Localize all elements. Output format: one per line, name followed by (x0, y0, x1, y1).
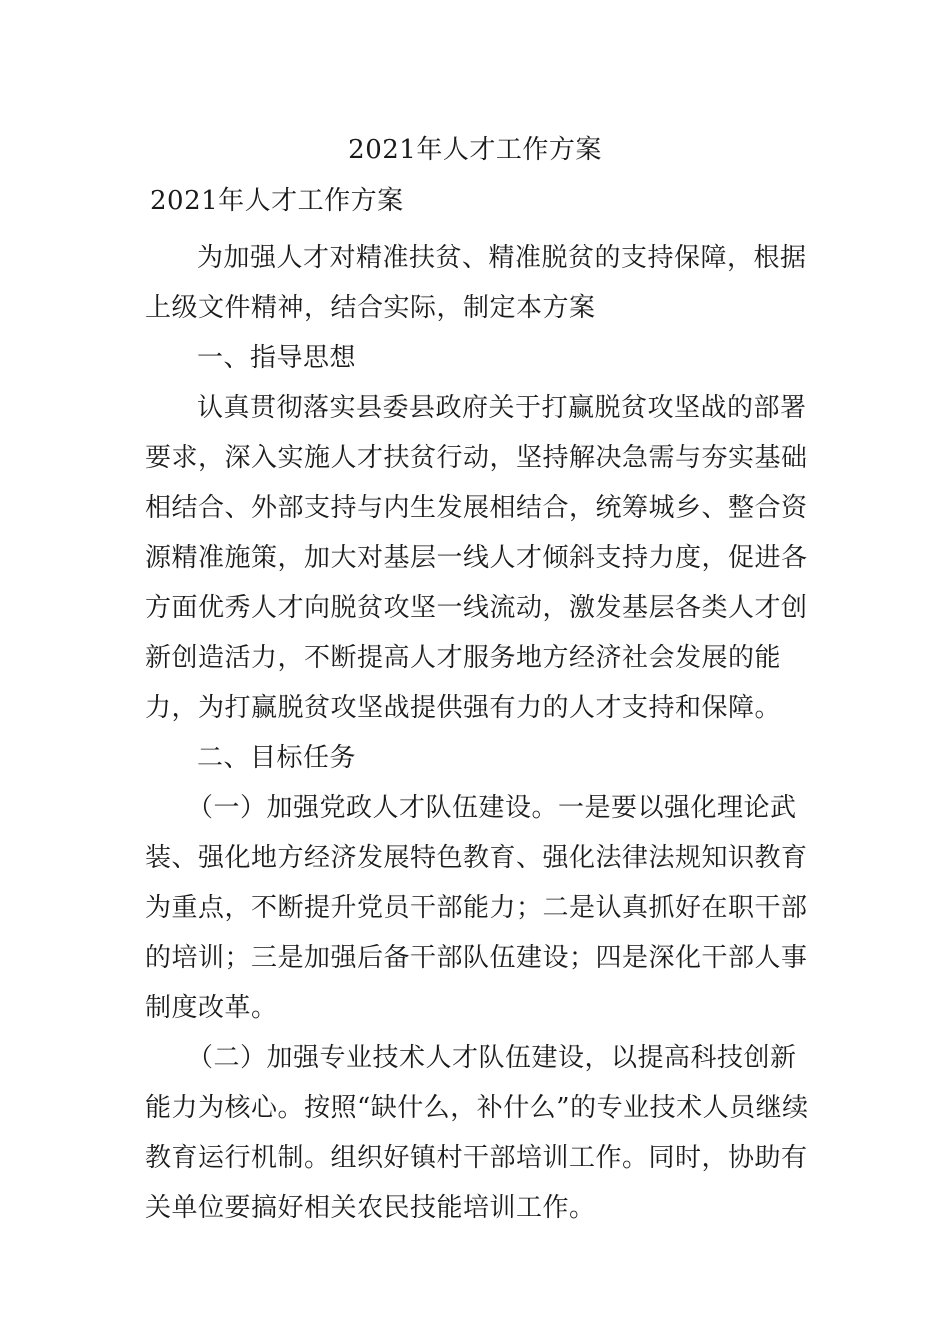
document-title: 2021年人才工作方案 (348, 135, 602, 165)
document-body (145, 233, 810, 1233)
task-item-professional-talent: （二）加强专业技术人才队伍建设，以提高科技创新能力为核心。按照“缺什么，补什么”的专业技术人员继续教育运行机制。组织好镇村干部培训工作。同时，协助有关单位要搞好相关农民技能培训工作。 (145, 1043, 809, 1223)
section-heading-guiding-ideology: 一、指导思想 (197, 343, 357, 373)
task-item-party-talent: （一）加强党政人才队伍建设。一是要以强化理论武装、强化地方经济发展特色教育、强化法律法规知识教育为重点，不断提升党员干部能力；二是认真抓好在职干部的培训；三是加强后备干部队伍建设；四是深化干部人事制度改革。 (145, 793, 808, 1023)
section-heading-goals-tasks: 二、目标任务 (197, 743, 357, 773)
document-subtitle: 2021年人才工作方案 (150, 186, 404, 216)
intro-paragraph: 为加强人才对精准扶贫、精准脱贫的支持保障，根据上级文件精神，结合实际，制定本方案 (145, 243, 807, 323)
guiding-ideology-paragraph: 认真贯彻落实县委县政府关于打赢脱贫攻坚战的部署要求，深入实施人才扶贫行动，坚持解决急需与夯实基础相结合、外部支持与内生发展相结合，统筹城乡、整合资源精准施策，加大对基层一线人才倾斜支持力度，促进各方面优秀人才向脱贫攻坚一线流动，激发基层各类人才创新创造活力，不断提高人才服务地方经济社会发展的能力，为打赢脱贫攻坚战提供强有力的人才支持和保障。 (145, 393, 808, 723)
